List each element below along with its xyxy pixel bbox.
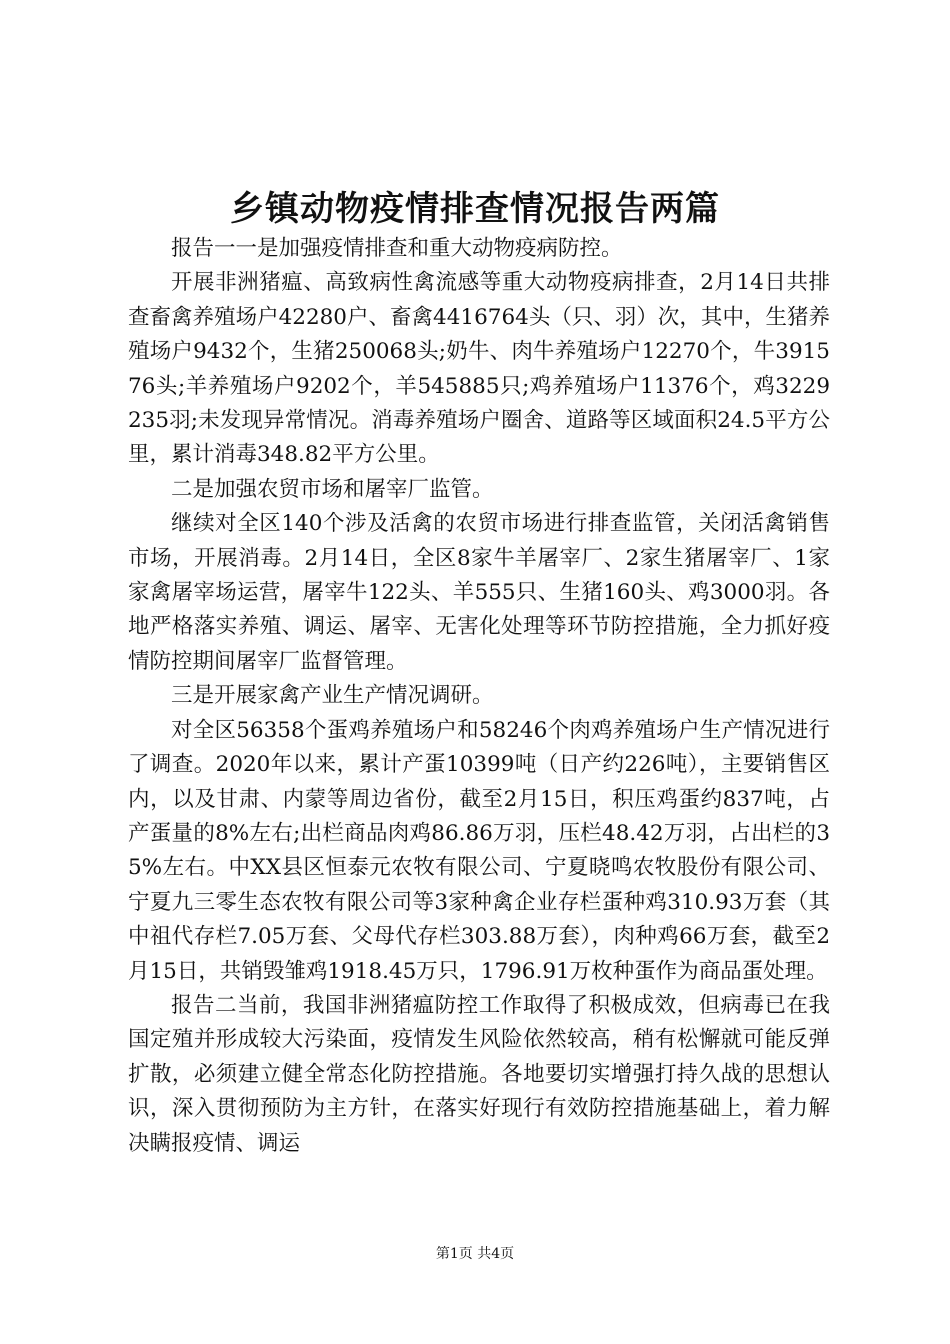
page-footer: 第1页 共4页 — [435, 1246, 515, 1262]
paragraph-report-two: 报告二当前，我国非洲猪瘟防控工作取得了积极成效，但病毒已在我国定殖并形成较大污染面，疫情发生风险依然较高，稍有松懈就可能反弹扩散，必须建立健全常态化防控措施。各地要切实增强打持久战的思想认识，深入贯彻预防为主方针，在落实好现行有效防控措施基础上，着力解决瞒报疫情、调运 — [128, 992, 830, 1156]
paragraph-report-one-intro: 报告一一是加强疫情排查和重大动物疫病防控。 — [171, 236, 623, 261]
paragraph-market-supervision: 继续对全区140个涉及活禽的农贸市场进行排查监管，关闭活禽销售市场，开展消毒。2月14日，全区8家牛羊屠宰厂、2家生猪屠宰厂、1家家禽屠宰场运营，屠宰牛122头、羊555只、生猪160头、鸡3000羽。各地严格落实养殖、调运、屠宰、无害化处理等环节防控措施，全力抓好疫情防控期间屠宰厂监督管理。 — [128, 511, 830, 674]
document-title: 乡镇动物疫情排查情况报告两篇 — [230, 189, 720, 229]
paragraph-market-supervision-heading: 二是加强农贸市场和屠宰厂监管。 — [171, 476, 494, 502]
paragraph-poultry-survey-heading: 三是开展家禽产业生产情况调研。 — [171, 683, 494, 709]
paragraph-epidemic-screening: 开展非洲猪瘟、高致病性禽流感等重大动物疫病排查，2月14日共排查畜禽养殖场户42280户、畜禽4416764头（只、羽）次，其中，生猪养殖场户9432个，生猪250068头;奶牛、肉牛养殖场户12270个，牛391576头;羊养殖场户9202个，羊545885只;鸡养殖场户11376个，鸡3229235羽;未发现异常情况。消毒养殖场户圈舍、道路等区域面积24.5平方公里，累计消毒348.82平方公里。 — [128, 270, 830, 468]
paragraph-poultry-survey: 对全区56358个蛋鸡养殖场户和58246个肉鸡养殖场户生产情况进行了调查。2020年以来，累计产蛋10399吨（日产约226吨），主要销售区内，以及甘肃、内蒙等周边省份，截至2月15日，积压鸡蛋约837吨，占产蛋量的8%左右;出栏商品肉鸡86.86万羽，压栏48.42万羽，占出栏的35%左右。中XX县区恒泰元农牧有限公司、宁夏晓鸣农牧股份有限公司、宁夏九三零生态农牧有限公司等3家种禽企业存栏蛋种鸡310.93万套（其中祖代存栏7.05万套、父母代存栏303.88万套），肉种鸡66万套，截至2月15日，共销毁雏鸡1918.45万只，1796.91万枚种蛋作为商品蛋处理。 — [128, 717, 830, 984]
document-body — [128, 232, 830, 1161]
